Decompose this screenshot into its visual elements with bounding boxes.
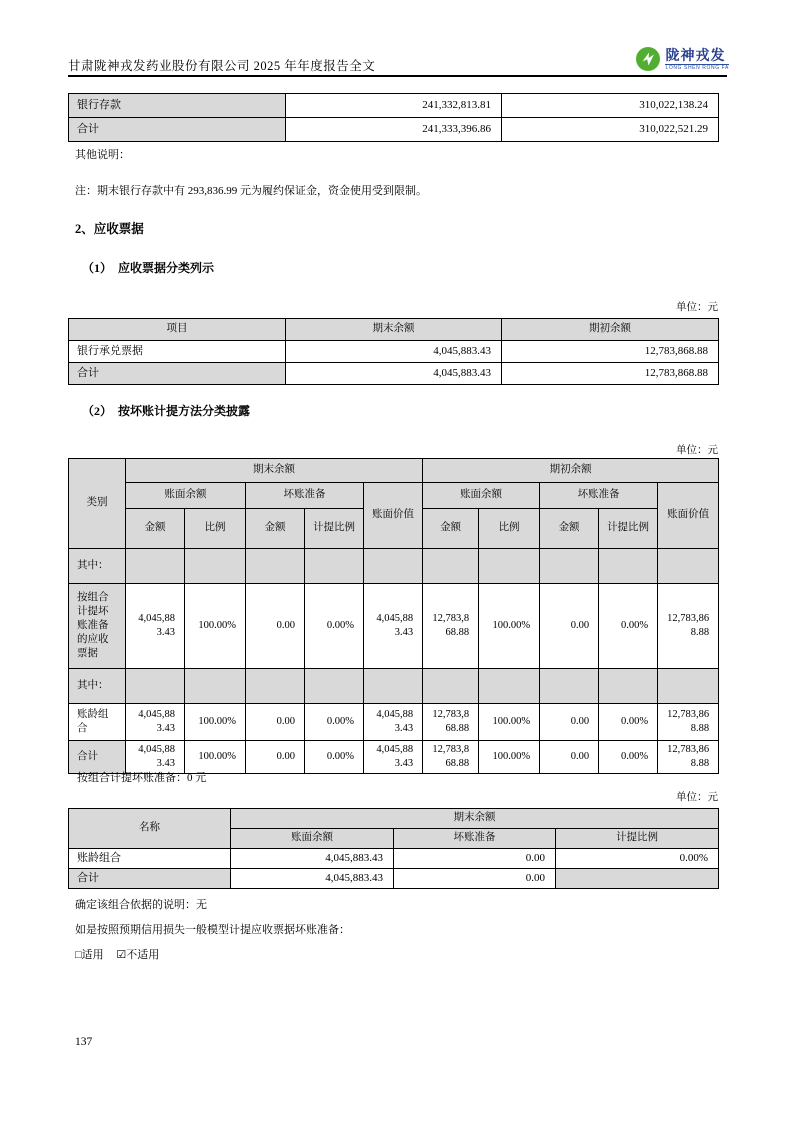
applicability-line xyxy=(75,946,169,962)
beginning-balance: 12,783,868.88 xyxy=(502,341,719,363)
cell-value: 0.00 xyxy=(540,584,599,669)
cell-value: 12,783,868.88 xyxy=(423,584,479,669)
provision: 0.00 xyxy=(394,849,556,869)
cell-value: 4,045,883.43 xyxy=(364,704,423,741)
cell-value: 12,783,868.88 xyxy=(423,741,479,774)
table-row xyxy=(69,869,719,889)
cell-value: 4,045,883.43 xyxy=(364,584,423,669)
company-logo-icon xyxy=(635,46,661,72)
cell-value: 100.00% xyxy=(185,704,246,741)
row-label: 其中： xyxy=(69,669,126,704)
table-header-row xyxy=(69,483,719,509)
cell-value: 0.00 xyxy=(246,584,305,669)
col-header-provision: 坏账准备 xyxy=(540,483,658,509)
cell-value: 4,045,883.43 xyxy=(126,704,185,741)
basis-note: 确定该组合依据的说明：无 xyxy=(75,899,207,911)
col-header-provision: 坏账准备 xyxy=(246,483,364,509)
restriction-note: 注：期末银行存款中有 293,836.99 元为履约保证金，资金使用受到限制。 xyxy=(75,185,427,197)
table-row xyxy=(69,849,719,869)
subsection-heading-2: （2） 按坏账计提方法分类披露 xyxy=(82,404,251,418)
ecl-note: 如是按照预期信用损失一般模型计提应收票据坏账准备： xyxy=(75,924,350,936)
col-header-ratio: 比例 xyxy=(185,509,246,549)
cell-value: 4,045,883.43 xyxy=(364,741,423,774)
ending-balance: 241,332,813.81 xyxy=(286,94,502,118)
col-header-amount: 金额 xyxy=(540,509,599,549)
table-row xyxy=(69,94,719,118)
table-row xyxy=(69,118,719,142)
aging-portfolio-table xyxy=(68,808,719,889)
unit-label: 单位：元 xyxy=(676,302,718,313)
cell-value: 12,783,868.88 xyxy=(658,704,719,741)
report-title: 甘肃陇神戎发药业股份有限公司 2025 年年度报告全文 xyxy=(68,59,376,73)
col-header-book-balance: 账面余额 xyxy=(231,829,394,849)
book-balance: 4,045,883.43 xyxy=(231,869,394,889)
col-header-name: 名称 xyxy=(69,809,231,849)
provision-ratio xyxy=(556,869,719,889)
cell-value: 100.00% xyxy=(479,584,540,669)
cell-value: 0.00 xyxy=(246,704,305,741)
cell-value: 0.00% xyxy=(305,741,364,774)
col-header-ending: 期末余额 xyxy=(231,809,719,829)
table-row xyxy=(69,669,719,704)
col-header-beginning: 期初余额 xyxy=(423,459,719,483)
cell-value: 100.00% xyxy=(185,741,246,774)
row-label: 账龄组合 xyxy=(69,849,231,869)
beginning-balance: 310,022,521.29 xyxy=(502,118,719,142)
row-label: 银行承兑票据 xyxy=(69,341,286,363)
header-rule xyxy=(68,75,727,77)
logo-text-en: LONG SHEN RONG FA xyxy=(665,64,729,71)
provision: 0.00 xyxy=(394,869,556,889)
subsection-heading-1: （1） 应收票据分类列示 xyxy=(82,261,215,275)
row-label: 合计 xyxy=(69,741,126,774)
cell-value: 0.00% xyxy=(599,584,658,669)
ending-balance: 241,333,396.86 xyxy=(286,118,502,142)
col-header-provision-ratio: 计提比例 xyxy=(599,509,658,549)
row-label: 账龄组合 xyxy=(69,704,126,741)
row-label: 其中： xyxy=(69,549,126,584)
other-note: 其他说明： xyxy=(75,149,130,161)
col-header-provision-ratio: 计提比例 xyxy=(556,829,719,849)
col-header-ending: 期末余额 xyxy=(126,459,423,483)
cell-value: 100.00% xyxy=(185,584,246,669)
row-label: 按组合计提坏账准备的应收票据 xyxy=(69,584,126,669)
cell-value: 12,783,868.88 xyxy=(658,741,719,774)
cell-value: 4,045,883.43 xyxy=(126,584,185,669)
col-header-book-value: 账面价值 xyxy=(658,483,719,549)
col-header-amount: 金额 xyxy=(126,509,185,549)
cell-value: 4,045,883.43 xyxy=(126,741,185,774)
col-header-provision: 坏账准备 xyxy=(394,829,556,849)
cell-value: 100.00% xyxy=(479,741,540,774)
cell-value: 0.00 xyxy=(246,741,305,774)
table-row xyxy=(69,704,719,741)
col-header-book-balance: 账面余额 xyxy=(423,483,540,509)
combo-provision-note: 按组合计提坏账准备：0 元 xyxy=(77,772,207,784)
checkbox-checked-not-applicable: ☑不适用 xyxy=(116,949,160,961)
cell-value: 0.00 xyxy=(540,741,599,774)
cell-value: 12,783,868.88 xyxy=(423,704,479,741)
cell-value: 100.00% xyxy=(479,704,540,741)
cell-value: 0.00 xyxy=(540,704,599,741)
cell-value: 0.00% xyxy=(599,704,658,741)
table-row xyxy=(69,549,719,584)
beginning-balance: 310,022,138.24 xyxy=(502,94,719,118)
book-balance: 4,045,883.43 xyxy=(231,849,394,869)
bad-debt-method-table xyxy=(68,458,719,774)
bank-deposit-table xyxy=(68,93,719,142)
cell-value: 0.00% xyxy=(305,704,364,741)
cell-value: 0.00% xyxy=(305,584,364,669)
bills-classification-table xyxy=(68,318,719,385)
ending-balance: 4,045,883.43 xyxy=(286,363,502,385)
checkbox-unchecked-applicable: □适用 xyxy=(75,949,104,961)
col-header-ending: 期末余额 xyxy=(286,319,502,341)
col-header-amount: 金额 xyxy=(246,509,305,549)
table-header-row xyxy=(69,319,719,341)
unit-label: 单位：元 xyxy=(676,792,718,803)
col-header-book-value: 账面价值 xyxy=(364,483,423,549)
cell-value: 0.00% xyxy=(599,741,658,774)
cell-value: 12,783,868.88 xyxy=(658,584,719,669)
ending-balance: 4,045,883.43 xyxy=(286,341,502,363)
col-header-provision-ratio: 计提比例 xyxy=(305,509,364,549)
col-header-category: 类别 xyxy=(69,459,126,549)
col-header-item: 项目 xyxy=(69,319,286,341)
col-header-book-balance: 账面余额 xyxy=(126,483,246,509)
table-header-row xyxy=(69,809,719,829)
table-row xyxy=(69,363,719,385)
page-number: 137 xyxy=(75,1036,93,1048)
table-row xyxy=(69,341,719,363)
col-header-beginning: 期初余额 xyxy=(502,319,719,341)
table-row xyxy=(69,584,719,669)
row-label: 合计 xyxy=(69,869,231,889)
section-heading: 2、应收票据 xyxy=(75,222,144,236)
table-header-row xyxy=(69,459,719,483)
col-header-amount: 金额 xyxy=(423,509,479,549)
beginning-balance: 12,783,868.88 xyxy=(502,363,719,385)
row-label: 合计 xyxy=(69,118,286,142)
unit-label: 单位：元 xyxy=(676,445,718,456)
row-label: 合计 xyxy=(69,363,286,385)
company-logo xyxy=(635,46,729,72)
col-header-ratio: 比例 xyxy=(479,509,540,549)
row-label: 银行存款 xyxy=(69,94,286,118)
provision-ratio: 0.00% xyxy=(556,849,719,869)
logo-text-cn: 陇神戎发 xyxy=(665,46,726,63)
